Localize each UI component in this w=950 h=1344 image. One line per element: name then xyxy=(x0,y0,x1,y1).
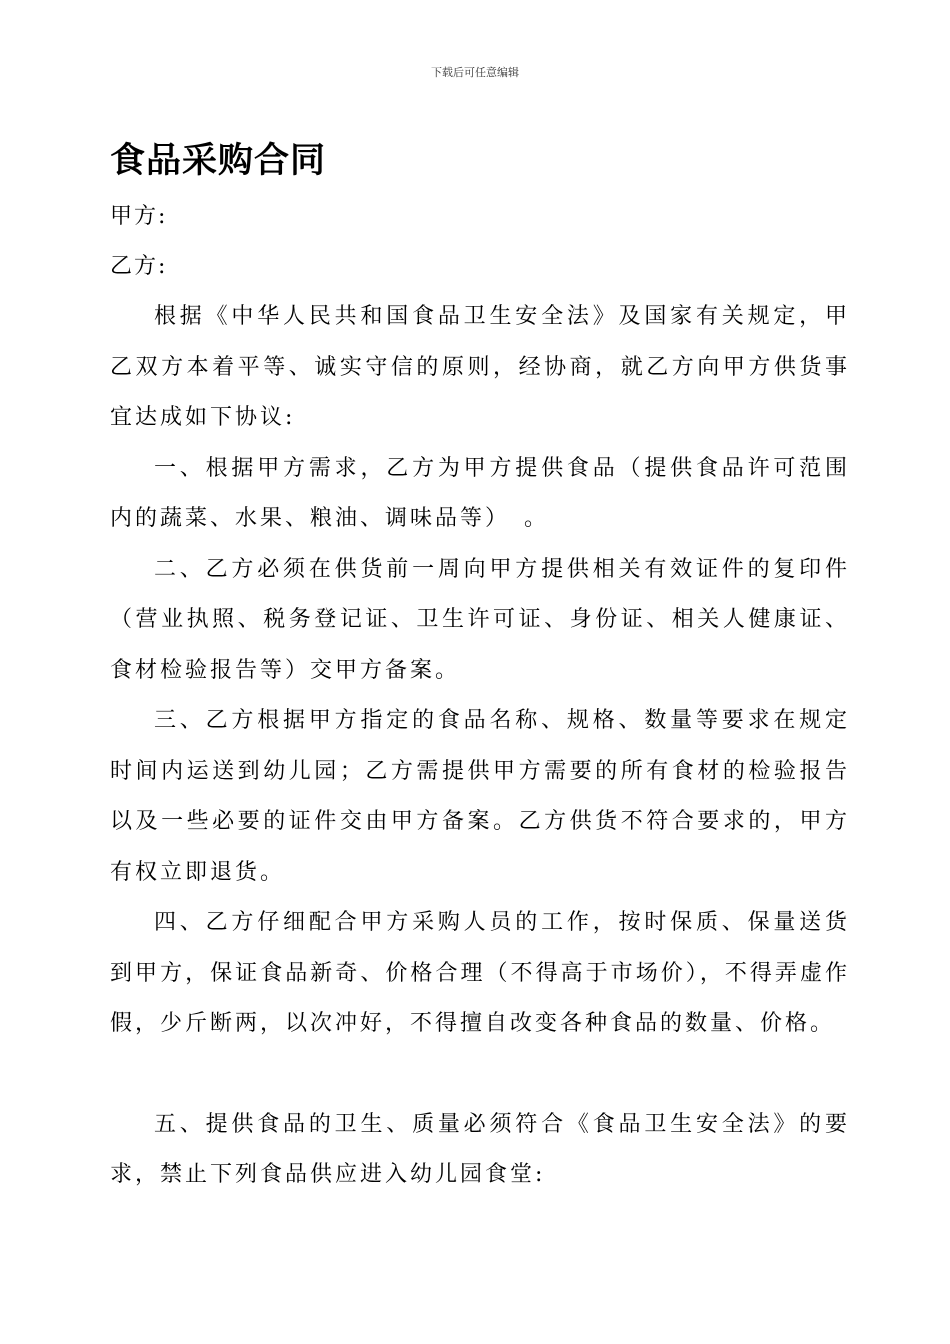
clause-4-paragraph: 四、乙方仔细配合甲方采购人员的工作，按时保质、保量送货到甲方，保证食品新奇、价格合理（不得高于市场价），不得弄虚作假，少斤断两，以次冲好，不得擅自改变各种食品的数量、价格。 xyxy=(110,910,850,1036)
party-a-line: 甲方: xyxy=(110,204,168,229)
document-body xyxy=(110,138,850,1201)
clause-3-paragraph: 三、乙方根据甲方指定的食品名称、规格、数量等要求在规定时间内运送到幼儿园；乙方需提供甲方需要的所有食材的检验报告以及一些必要的证件交由甲方备案。乙方供货不符合要求的，甲方有权立即退货。 xyxy=(110,708,850,885)
clause-1-paragraph: 一、根据甲方需求，乙方为甲方提供食品（提供食品许可范围内的蔬菜、水果、粮油、调味品等） 。 xyxy=(110,455,850,531)
paragraph-spacer xyxy=(110,1050,850,1100)
document-title: 食品采购合同 xyxy=(110,141,327,181)
clause-2-paragraph: 二、乙方必须在供货前一周向甲方提供相关有效证件的复印件（营业执照、税务登记证、卫生许可证、身份证、相关人健康证、食材检验报告等）交甲方备案。 xyxy=(110,556,850,683)
clause-5-paragraph: 五、提供食品的卫生、质量必须符合《食品卫生安全法》的要求，禁止下列食品供应进入幼儿园食堂: xyxy=(110,1111,850,1187)
party-b-line: 乙方: xyxy=(110,254,168,279)
intro-paragraph: 根据《中华人民共和国食品卫生安全法》及国家有关规定，甲乙双方本着平等、诚实守信的原则，经协商，就乙方向甲方供货事宜达成如下协议: xyxy=(110,304,850,430)
header-note: 下载后可任意编辑 xyxy=(431,66,519,79)
